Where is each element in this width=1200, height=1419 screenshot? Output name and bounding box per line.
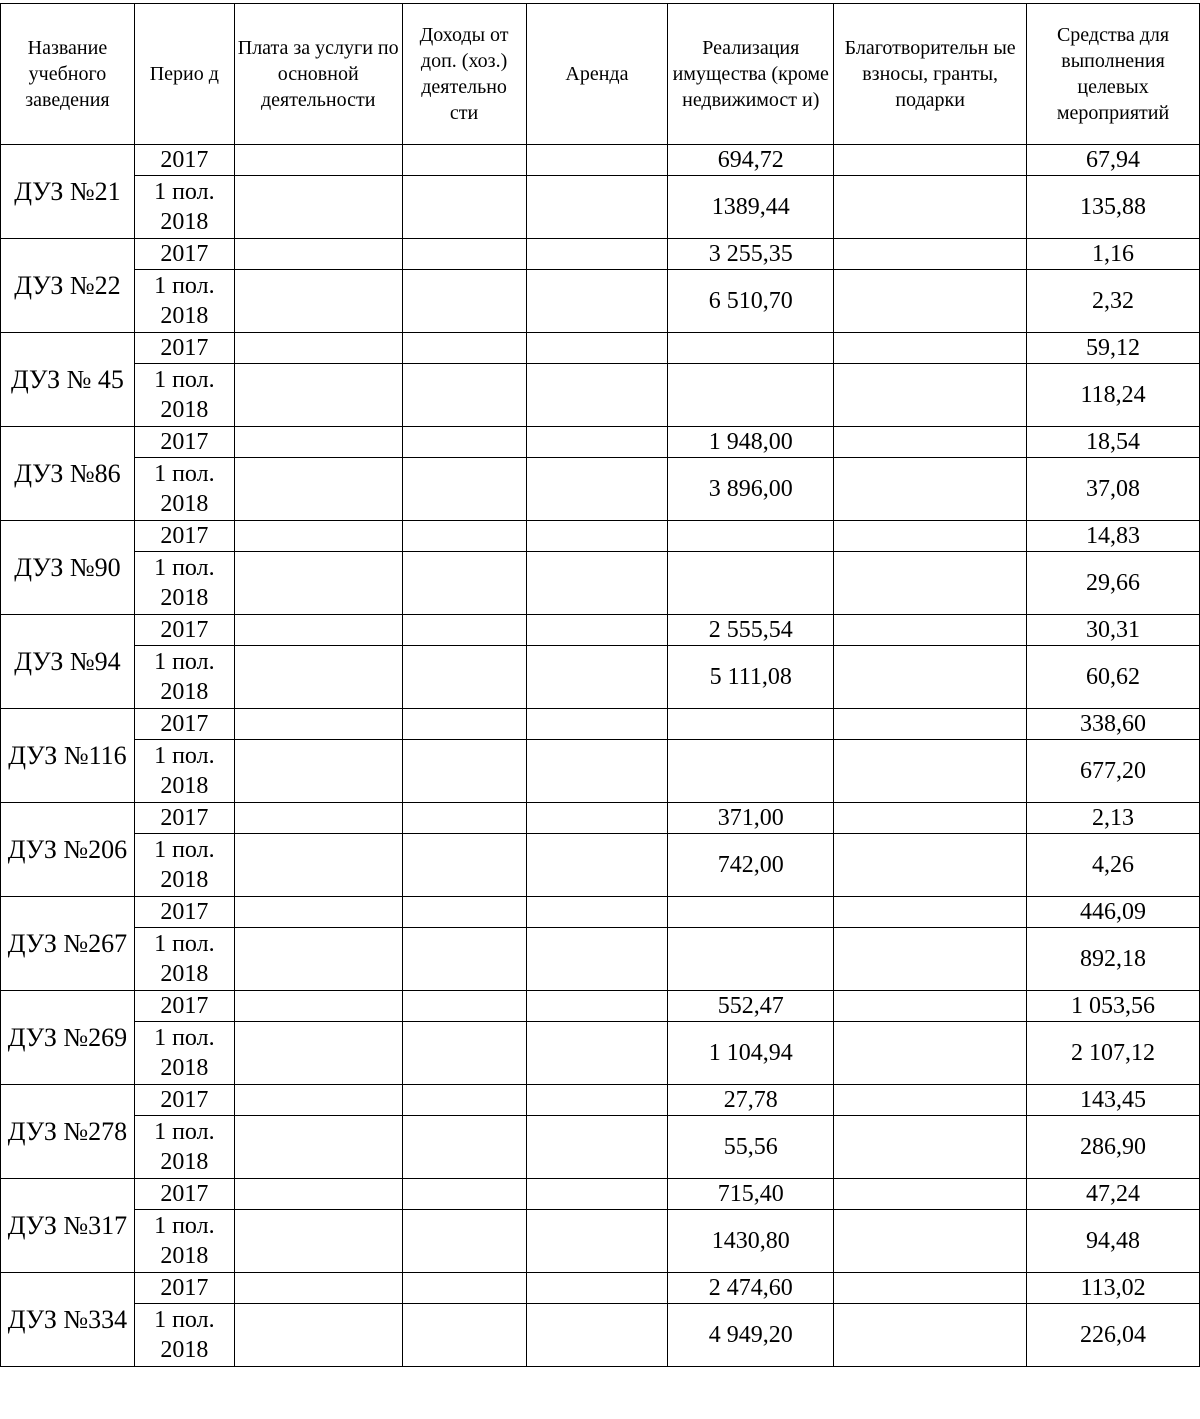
cell-main-services <box>234 803 402 834</box>
cell-property-sale <box>668 928 834 991</box>
period-cell: 1 пол. 2018 <box>134 1116 234 1179</box>
cell-extra-income <box>402 834 526 897</box>
cell-charity <box>834 458 1027 521</box>
cell-targeted-funds: 29,66 <box>1027 552 1200 615</box>
cell-charity <box>834 991 1027 1022</box>
cell-extra-income <box>402 1304 526 1367</box>
cell-main-services <box>234 176 402 239</box>
cell-targeted-funds: 1,16 <box>1027 239 1200 270</box>
table-row <box>1 897 1200 928</box>
period-cell: 2017 <box>134 615 234 646</box>
cell-main-services <box>234 1210 402 1273</box>
period-cell: 2017 <box>134 145 234 176</box>
table-row <box>1 1179 1200 1210</box>
cell-main-services <box>234 458 402 521</box>
cell-main-services <box>234 239 402 270</box>
cell-charity <box>834 521 1027 552</box>
cell-rent <box>526 552 668 615</box>
cell-property-sale: 2 555,54 <box>668 615 834 646</box>
cell-main-services <box>234 1179 402 1210</box>
cell-property-sale <box>668 521 834 552</box>
cell-extra-income <box>402 1116 526 1179</box>
cell-rent <box>526 458 668 521</box>
cell-property-sale: 3 896,00 <box>668 458 834 521</box>
cell-main-services <box>234 991 402 1022</box>
cell-rent <box>526 364 668 427</box>
cell-charity <box>834 615 1027 646</box>
cell-main-services <box>234 897 402 928</box>
table-row <box>1 364 1200 427</box>
cell-extra-income <box>402 552 526 615</box>
table-row <box>1 552 1200 615</box>
cell-main-services <box>234 1304 402 1367</box>
cell-extra-income <box>402 521 526 552</box>
table-row <box>1 740 1200 803</box>
cell-charity <box>834 1179 1027 1210</box>
institution-name: ДУЗ №317 <box>1 1179 135 1273</box>
table-header-row <box>1 4 1200 145</box>
header-period: Перио д <box>134 4 234 145</box>
period-cell: 2017 <box>134 521 234 552</box>
cell-property-sale <box>668 897 834 928</box>
table-row <box>1 928 1200 991</box>
institution-name: ДУЗ №334 <box>1 1273 135 1367</box>
table-row <box>1 1085 1200 1116</box>
cell-targeted-funds: 2,32 <box>1027 270 1200 333</box>
header-targeted-funds: Средства для выполнения целевых мероприятий <box>1027 4 1200 145</box>
header-charity: Благотворительн ые взносы, гранты, подарки <box>834 4 1027 145</box>
cell-targeted-funds: 67,94 <box>1027 145 1200 176</box>
cell-targeted-funds: 1 053,56 <box>1027 991 1200 1022</box>
cell-property-sale <box>668 364 834 427</box>
table-row <box>1 646 1200 709</box>
cell-charity <box>834 897 1027 928</box>
institution-name: ДУЗ №116 <box>1 709 135 803</box>
period-cell: 1 пол. 2018 <box>134 176 234 239</box>
cell-rent <box>526 1022 668 1085</box>
cell-extra-income <box>402 458 526 521</box>
institution-name: ДУЗ №22 <box>1 239 135 333</box>
cell-extra-income <box>402 1179 526 1210</box>
cell-charity <box>834 803 1027 834</box>
cell-charity <box>834 270 1027 333</box>
table-row <box>1 1022 1200 1085</box>
table-row <box>1 803 1200 834</box>
cell-targeted-funds: 60,62 <box>1027 646 1200 709</box>
cell-rent <box>526 709 668 740</box>
cell-extra-income <box>402 239 526 270</box>
cell-main-services <box>234 552 402 615</box>
cell-property-sale: 1430,80 <box>668 1210 834 1273</box>
cell-main-services <box>234 928 402 991</box>
period-cell: 1 пол. 2018 <box>134 928 234 991</box>
cell-rent <box>526 1210 668 1273</box>
period-cell: 1 пол. 2018 <box>134 834 234 897</box>
cell-extra-income <box>402 740 526 803</box>
cell-property-sale: 3 255,35 <box>668 239 834 270</box>
table-row <box>1 145 1200 176</box>
cell-targeted-funds: 113,02 <box>1027 1273 1200 1304</box>
cell-charity <box>834 239 1027 270</box>
cell-rent <box>526 1273 668 1304</box>
period-cell: 1 пол. 2018 <box>134 458 234 521</box>
cell-targeted-funds: 59,12 <box>1027 333 1200 364</box>
cell-rent <box>526 834 668 897</box>
cell-main-services <box>234 364 402 427</box>
cell-extra-income <box>402 1085 526 1116</box>
cell-charity <box>834 928 1027 991</box>
cell-rent <box>526 521 668 552</box>
income-table <box>0 3 1200 1367</box>
cell-property-sale: 5 111,08 <box>668 646 834 709</box>
cell-property-sale: 694,72 <box>668 145 834 176</box>
institution-name: ДУЗ №267 <box>1 897 135 991</box>
cell-rent <box>526 740 668 803</box>
cell-charity <box>834 1022 1027 1085</box>
header-rent: Аренда <box>526 4 668 145</box>
table-row <box>1 1273 1200 1304</box>
cell-main-services <box>234 270 402 333</box>
cell-rent <box>526 176 668 239</box>
cell-charity <box>834 740 1027 803</box>
cell-property-sale: 715,40 <box>668 1179 834 1210</box>
table-row <box>1 333 1200 364</box>
cell-charity <box>834 176 1027 239</box>
table-row <box>1 458 1200 521</box>
cell-targeted-funds: 892,18 <box>1027 928 1200 991</box>
cell-property-sale: 1 104,94 <box>668 1022 834 1085</box>
cell-property-sale <box>668 740 834 803</box>
cell-targeted-funds: 18,54 <box>1027 427 1200 458</box>
institution-name: ДУЗ №86 <box>1 427 135 521</box>
cell-rent <box>526 1304 668 1367</box>
cell-rent <box>526 991 668 1022</box>
cell-targeted-funds: 338,60 <box>1027 709 1200 740</box>
header-main-services: Плата за услуги по основной деятельности <box>234 4 402 145</box>
cell-extra-income <box>402 1210 526 1273</box>
period-cell: 1 пол. 2018 <box>134 1304 234 1367</box>
table-row <box>1 427 1200 458</box>
institution-name: ДУЗ № 45 <box>1 333 135 427</box>
institution-name: ДУЗ №269 <box>1 991 135 1085</box>
cell-rent <box>526 1085 668 1116</box>
cell-rent <box>526 928 668 991</box>
cell-rent <box>526 646 668 709</box>
cell-charity <box>834 1304 1027 1367</box>
cell-charity <box>834 145 1027 176</box>
cell-targeted-funds: 286,90 <box>1027 1116 1200 1179</box>
cell-charity <box>834 1210 1027 1273</box>
period-cell: 1 пол. 2018 <box>134 552 234 615</box>
cell-charity <box>834 1085 1027 1116</box>
cell-charity <box>834 834 1027 897</box>
period-cell: 2017 <box>134 709 234 740</box>
cell-rent <box>526 615 668 646</box>
cell-targeted-funds: 4,26 <box>1027 834 1200 897</box>
table-row <box>1 1304 1200 1367</box>
period-cell: 2017 <box>134 803 234 834</box>
cell-property-sale: 4 949,20 <box>668 1304 834 1367</box>
cell-targeted-funds: 2 107,12 <box>1027 1022 1200 1085</box>
cell-extra-income <box>402 803 526 834</box>
table-row <box>1 615 1200 646</box>
cell-charity <box>834 1116 1027 1179</box>
cell-extra-income <box>402 1273 526 1304</box>
cell-charity <box>834 709 1027 740</box>
header-extra-income: Доходы от доп. (хоз.) деятельно сти <box>402 4 526 145</box>
cell-property-sale <box>668 552 834 615</box>
cell-extra-income <box>402 991 526 1022</box>
cell-charity <box>834 1273 1027 1304</box>
cell-property-sale: 742,00 <box>668 834 834 897</box>
cell-main-services <box>234 521 402 552</box>
table-row <box>1 176 1200 239</box>
table-row <box>1 834 1200 897</box>
cell-extra-income <box>402 427 526 458</box>
period-cell: 2017 <box>134 1179 234 1210</box>
cell-main-services <box>234 145 402 176</box>
cell-main-services <box>234 615 402 646</box>
cell-property-sale <box>668 709 834 740</box>
cell-targeted-funds: 14,83 <box>1027 521 1200 552</box>
cell-rent <box>526 1116 668 1179</box>
cell-targeted-funds: 2,13 <box>1027 803 1200 834</box>
cell-property-sale: 552,47 <box>668 991 834 1022</box>
cell-extra-income <box>402 928 526 991</box>
cell-rent <box>526 145 668 176</box>
cell-property-sale: 55,56 <box>668 1116 834 1179</box>
cell-extra-income <box>402 270 526 333</box>
cell-rent <box>526 427 668 458</box>
table-body <box>1 145 1200 1367</box>
period-cell: 2017 <box>134 427 234 458</box>
cell-targeted-funds: 30,31 <box>1027 615 1200 646</box>
cell-rent <box>526 333 668 364</box>
cell-extra-income <box>402 333 526 364</box>
cell-property-sale: 2 474,60 <box>668 1273 834 1304</box>
cell-rent <box>526 270 668 333</box>
cell-extra-income <box>402 364 526 427</box>
period-cell: 1 пол. 2018 <box>134 364 234 427</box>
institution-name: ДУЗ №94 <box>1 615 135 709</box>
cell-rent <box>526 1179 668 1210</box>
cell-rent <box>526 803 668 834</box>
period-cell: 2017 <box>134 239 234 270</box>
cell-extra-income <box>402 646 526 709</box>
table-row <box>1 270 1200 333</box>
cell-main-services <box>234 1116 402 1179</box>
period-cell: 1 пол. 2018 <box>134 740 234 803</box>
institution-name: ДУЗ №206 <box>1 803 135 897</box>
cell-main-services <box>234 1022 402 1085</box>
cell-targeted-funds: 677,20 <box>1027 740 1200 803</box>
cell-charity <box>834 333 1027 364</box>
cell-property-sale <box>668 333 834 364</box>
cell-rent <box>526 897 668 928</box>
institution-name: ДУЗ №21 <box>1 145 135 239</box>
cell-targeted-funds: 446,09 <box>1027 897 1200 928</box>
cell-property-sale: 6 510,70 <box>668 270 834 333</box>
cell-extra-income <box>402 709 526 740</box>
cell-extra-income <box>402 615 526 646</box>
cell-property-sale: 371,00 <box>668 803 834 834</box>
cell-main-services <box>234 427 402 458</box>
table-row <box>1 1210 1200 1273</box>
table-row <box>1 709 1200 740</box>
cell-main-services <box>234 1273 402 1304</box>
cell-targeted-funds: 118,24 <box>1027 364 1200 427</box>
table-row <box>1 521 1200 552</box>
period-cell: 2017 <box>134 1085 234 1116</box>
period-cell: 2017 <box>134 991 234 1022</box>
period-cell: 1 пол. 2018 <box>134 1210 234 1273</box>
period-cell: 2017 <box>134 333 234 364</box>
period-cell: 1 пол. 2018 <box>134 1022 234 1085</box>
period-cell: 1 пол. 2018 <box>134 646 234 709</box>
cell-main-services <box>234 834 402 897</box>
cell-charity <box>834 552 1027 615</box>
cell-property-sale: 27,78 <box>668 1085 834 1116</box>
cell-main-services <box>234 333 402 364</box>
period-cell: 2017 <box>134 897 234 928</box>
cell-targeted-funds: 37,08 <box>1027 458 1200 521</box>
cell-charity <box>834 427 1027 458</box>
cell-charity <box>834 364 1027 427</box>
cell-property-sale: 1389,44 <box>668 176 834 239</box>
cell-extra-income <box>402 145 526 176</box>
cell-targeted-funds: 135,88 <box>1027 176 1200 239</box>
table-row <box>1 1116 1200 1179</box>
cell-targeted-funds: 47,24 <box>1027 1179 1200 1210</box>
cell-extra-income <box>402 176 526 239</box>
cell-property-sale: 1 948,00 <box>668 427 834 458</box>
header-institution: Название учебного заведения <box>1 4 135 145</box>
cell-extra-income <box>402 1022 526 1085</box>
cell-extra-income <box>402 897 526 928</box>
header-property-sale: Реализация имущества (кроме недвижимост и) <box>668 4 834 145</box>
cell-main-services <box>234 709 402 740</box>
table-row <box>1 239 1200 270</box>
cell-main-services <box>234 646 402 709</box>
cell-targeted-funds: 226,04 <box>1027 1304 1200 1367</box>
period-cell: 1 пол. 2018 <box>134 270 234 333</box>
table-row <box>1 991 1200 1022</box>
period-cell: 2017 <box>134 1273 234 1304</box>
cell-charity <box>834 646 1027 709</box>
cell-main-services <box>234 1085 402 1116</box>
cell-targeted-funds: 94,48 <box>1027 1210 1200 1273</box>
institution-name: ДУЗ №90 <box>1 521 135 615</box>
cell-main-services <box>234 740 402 803</box>
cell-rent <box>526 239 668 270</box>
institution-name: ДУЗ №278 <box>1 1085 135 1179</box>
cell-targeted-funds: 143,45 <box>1027 1085 1200 1116</box>
